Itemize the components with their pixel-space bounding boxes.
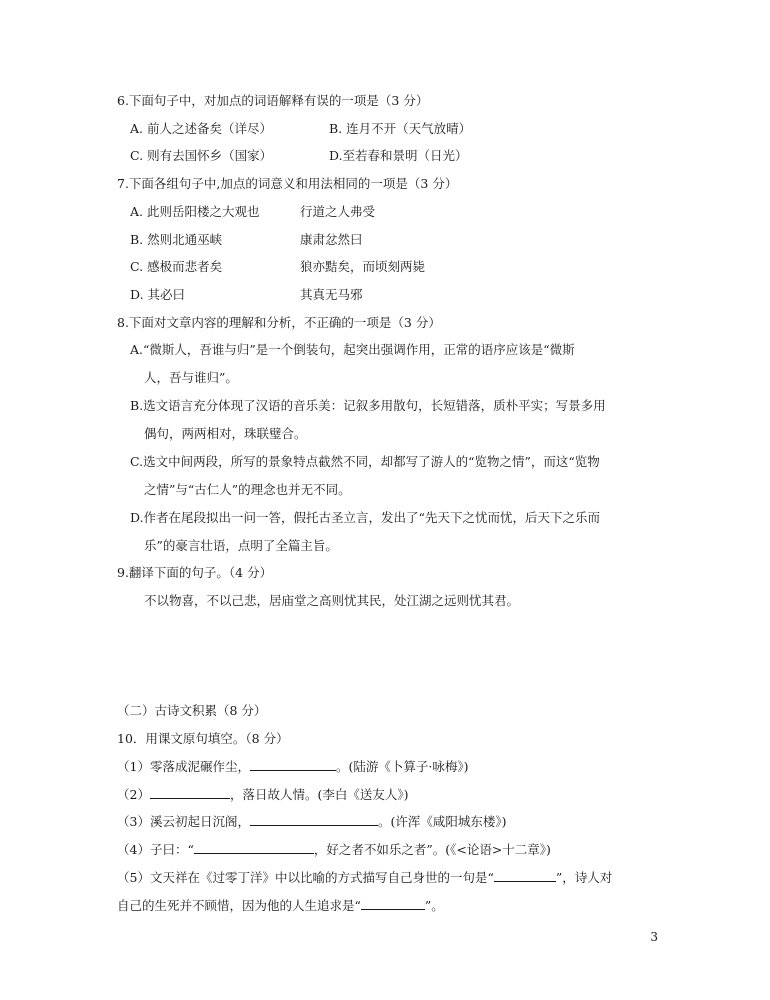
fill-item-3	[117, 813, 506, 831]
q7-option-c-left: C. 感极而悲者矣	[130, 259, 223, 274]
fill-item-4-suffix: ，好之者不如乐之者”。(《<论语>十二章》)	[313, 842, 551, 857]
q7-option-b-right: 康肃忿然曰	[300, 232, 363, 247]
q10-stem: 10．用课文原句填空。（8 分）	[117, 731, 289, 746]
section-title: （二）古诗文积累（8 分）	[117, 703, 267, 718]
fill-item-5-prefix: （5）文天祥在《过零丁洋》中以比喻的方式描写自己身世的一句是“	[117, 870, 494, 885]
fill-item-2	[117, 786, 408, 804]
fill-item-5-suffix: ”。	[424, 898, 444, 913]
q8-option-d-line1: D.作者在尾段拟出一问一答，假托古圣立言，发出了“先天下之忧而忧，后天下之乐而	[130, 510, 600, 525]
q8-option-d-line2: 乐”的豪言壮语，点明了全篇主旨。	[144, 538, 338, 553]
q8-option-a-line2: 人，吾与谁归”。	[144, 370, 238, 385]
q8-option-a-line1: A.“微斯人，吾谁与归”是一个倒装句，起突出强调作用，正常的语序应该是“微斯	[130, 342, 575, 357]
q7-option-c-right: 狼亦黠矣，而顷刻两毙	[300, 259, 426, 274]
fill-blank-4[interactable]	[194, 841, 314, 854]
q7-option-d-right: 其真无马邪	[300, 287, 363, 302]
q6-stem: 6.下面句子中，对加点的词语解释有误的一项是（3 分）	[117, 93, 429, 108]
q7-stem: 7.下面各组句子中,加点的词意义和用法相同的一项是（3 分）	[117, 176, 458, 191]
page-number: 3	[650, 930, 658, 944]
q6-option-d: D.至若春和景明（日光）	[329, 148, 468, 163]
q7-option-a-left: A. 此则岳阳楼之大观也	[130, 204, 260, 219]
fill-item-3-prefix: （3）溪云初起日沉阁，	[117, 814, 250, 829]
q8-stem: 8.下面对文章内容的理解和分析，不正确的一项是（3 分）	[117, 315, 441, 330]
fill-blank-1[interactable]	[250, 758, 336, 771]
q7-option-b-left: B. 然则北通巫峡	[130, 232, 223, 247]
q7-option-a-right: 行道之人弗受	[300, 204, 376, 219]
fill-item-5-line2-prefix: 自己的生死并不顾惜，因为他的人生追求是“	[117, 898, 361, 913]
fill-blank-5a[interactable]	[494, 869, 556, 882]
q7-option-d-left: D. 其必曰	[130, 287, 186, 302]
fill-item-4	[117, 841, 551, 859]
q9-sentence: 不以物喜，不以己悲，居庙堂之高则忧其民，处江湖之远则忧其君。	[144, 593, 520, 608]
q8-option-b-line2: 偶句，两两相对，珠联璧合。	[144, 426, 307, 441]
fill-blank-2[interactable]	[150, 786, 230, 799]
fill-blank-3[interactable]	[250, 813, 378, 826]
fill-item-5-line1	[117, 869, 612, 887]
fill-item-1-prefix: （1）零落成泥碾作尘，	[117, 759, 250, 774]
fill-blank-5b[interactable]	[361, 897, 425, 910]
fill-item-2-suffix: ，落日故人情。(李白《送友人》)	[229, 787, 409, 802]
fill-item-5-line2	[117, 897, 444, 915]
q8-option-c-line2: 之情”与“古仁人”的理念也并无不同。	[144, 482, 351, 497]
fill-item-5-middle: ”，诗人对	[555, 870, 613, 885]
q8-option-c-line1: C.选文中间两段，所写的景象特点截然不同，却都写了游人的“览物之情”，而这“览物	[130, 454, 600, 469]
q6-option-a: A. 前人之述备矣（详尽）	[130, 121, 272, 136]
q8-option-b-line1: B.选文语言充分体现了汉语的音乐美：记叙多用散句，长短错落，质朴平实；写景多用	[130, 398, 606, 413]
fill-item-1-suffix: 。(陆游《卜算子·咏梅》)	[335, 759, 469, 774]
q6-option-c: C. 则有去国怀乡（国家）	[130, 148, 273, 163]
fill-item-2-prefix: （2）	[117, 787, 150, 802]
fill-item-3-suffix: 。(许浑《咸阳城东楼》)	[377, 814, 507, 829]
fill-item-1	[117, 758, 468, 776]
q6-option-b: B. 连月不开（天气放晴）	[329, 121, 472, 136]
fill-item-4-prefix: （4）子曰：“	[117, 842, 194, 857]
q9-stem: 9.翻译下面的句子。（4 分）	[117, 565, 273, 580]
